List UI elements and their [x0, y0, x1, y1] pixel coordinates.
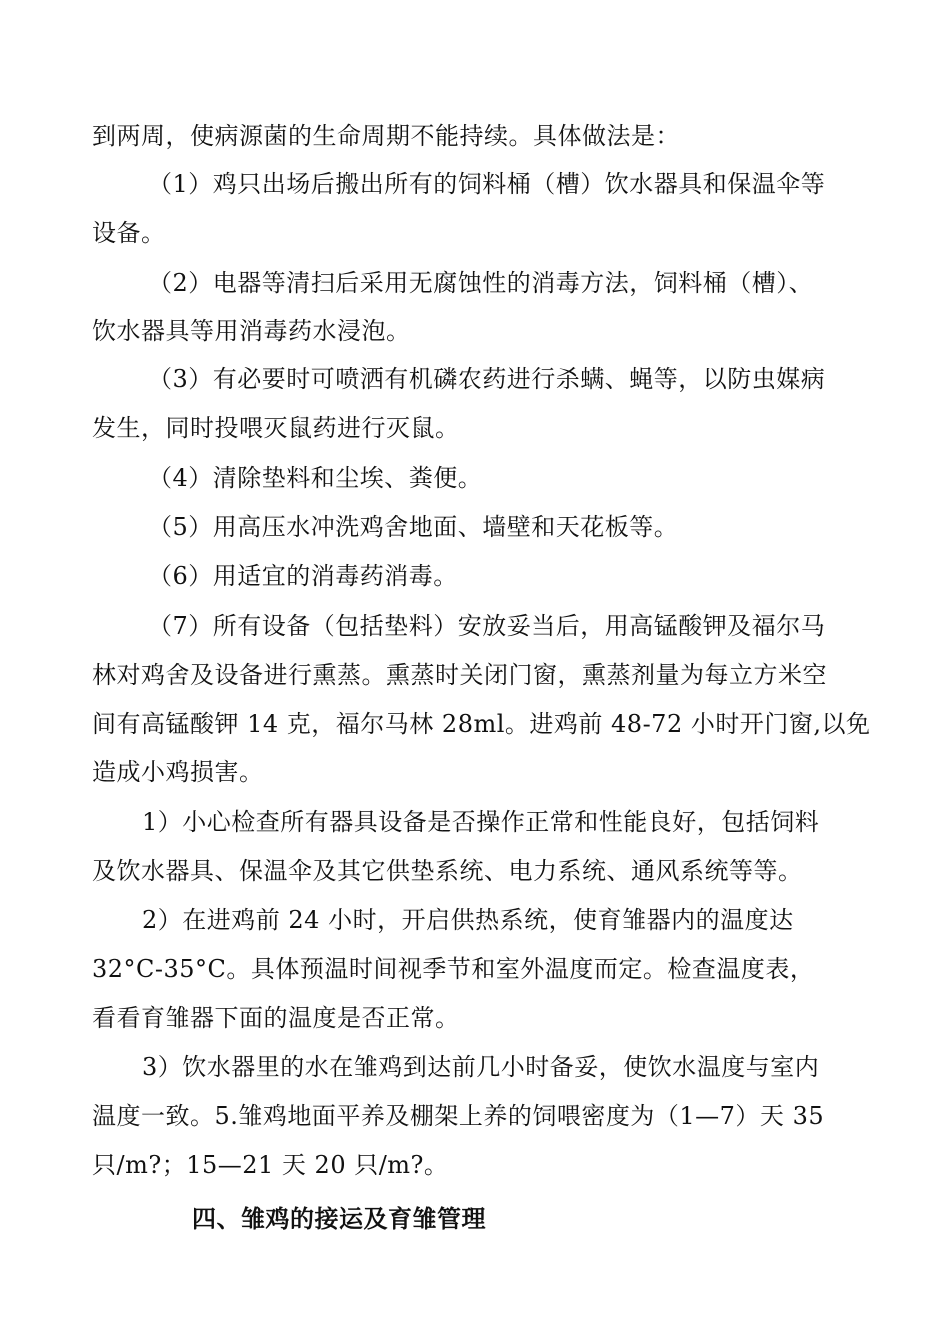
paragraph-line: 造成小鸡损害。: [92, 758, 264, 786]
paragraph-line: 3）饮水器里的水在雏鸡到达前几小时备妥，使饮水温度与室内: [142, 1053, 820, 1081]
paragraph-line: 设备。: [92, 219, 166, 247]
paragraph-line: 32°C-35°C。具体预温时间视季节和室外温度而定。检查温度表，: [92, 955, 815, 983]
paragraph-line: 饮水器具等用消毒药水浸泡。: [92, 317, 411, 345]
paragraph-line: （7）所有设备（包括垫料）安放妥当后，用高锰酸钾及福尔马: [148, 612, 826, 640]
paragraph-line: 只/m?；15—21 天 20 只/m?。: [92, 1151, 449, 1179]
section-heading: 四、雏鸡的接运及育雏管理: [192, 1205, 486, 1233]
paragraph-line: 及饮水器具、保温伞及其它供垫系统、电力系统、通风系统等等。: [92, 857, 803, 885]
paragraph-line: （1）鸡只出场后搬出所有的饲料桶（槽）饮水器具和保温伞等: [148, 170, 826, 198]
paragraph-line: 间有高锰酸钾 14 克，福尔马林 28ml。进鸡前 48-72 小时开门窗,以免: [92, 710, 871, 738]
paragraph-line: 发生，同时投喂灭鼠药进行灭鼠。: [92, 414, 460, 442]
paragraph-line: （2）电器等清扫后采用无腐蚀性的消毒方法，饲料桶（槽）、: [148, 269, 814, 297]
paragraph-line: 2）在进鸡前 24 小时，开启供热系统，使育雏器内的温度达: [142, 906, 794, 934]
paragraph-line: （6）用适宜的消毒药消毒。: [148, 562, 458, 590]
paragraph-line: 1）小心检查所有器具设备是否操作正常和性能良好，包括饲料: [142, 808, 820, 836]
paragraph-line: （4）清除垫料和尘埃、粪便。: [148, 464, 483, 492]
paragraph-line: （3）有必要时可喷洒有机磷农药进行杀螨、蝇等，以防虫媒病: [148, 365, 826, 393]
paragraph-line: 到两周，使病源菌的生命周期不能持续。具体做法是：: [92, 122, 680, 150]
paragraph-line: （5）用高压水冲洗鸡舍地面、墙壁和天花板等。: [148, 513, 679, 541]
paragraph-line: 温度一致。5.雏鸡地面平养及棚架上养的饲喂密度为（1—7）天 35: [92, 1102, 825, 1130]
paragraph-line: 看看育雏器下面的温度是否正常。: [92, 1004, 460, 1032]
paragraph-line: 林对鸡舍及设备进行熏蒸。熏蒸时关闭门窗，熏蒸剂量为每立方米空: [92, 661, 827, 689]
